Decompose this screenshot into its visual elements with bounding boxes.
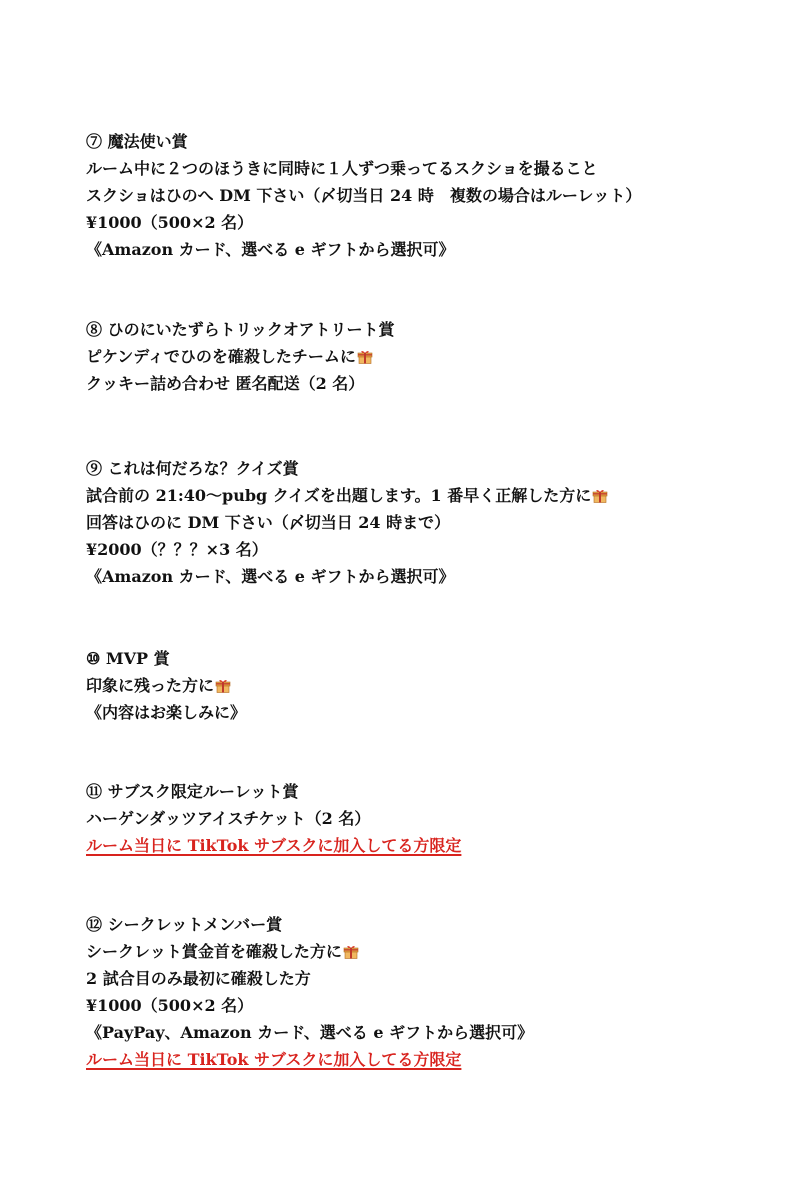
prize-title: ⑧ ひのにいたずらトリックオアトリート賞 bbox=[86, 320, 395, 339]
prize-detail: ハーゲンダッツアイスチケット（2 名） bbox=[86, 809, 371, 828]
prize-title: ⑩ MVP 賞 bbox=[86, 649, 170, 668]
prize-section-9 bbox=[86, 455, 786, 590]
prize-amount: ¥1000（500×2 名） bbox=[86, 213, 254, 232]
prize-title: ⑪ サブスク限定ルーレット賞 bbox=[86, 782, 299, 801]
prize-condition: 印象に残った方に bbox=[86, 676, 215, 695]
prize-amount: ¥1000（500×2 名） bbox=[86, 996, 254, 1015]
prize-title: ⑨ これは何だろな？クイズ賞 bbox=[86, 459, 299, 478]
prize-condition: ピケンディでひのを確殺したチームに bbox=[86, 347, 356, 366]
prize-condition: 試合前の 21:40〜pubg クイズを出題します。1 番早く正解した方に bbox=[86, 486, 592, 505]
prize-title: ⑫ シークレットメンバー賞 bbox=[86, 915, 283, 934]
prize-section-10 bbox=[86, 645, 786, 726]
prize-section-11 bbox=[86, 778, 786, 859]
prize-condition-detail: 2 試合目のみ最初に確殺した方 bbox=[86, 969, 311, 988]
prize-condition-row bbox=[86, 938, 786, 965]
prize-detail: 《内容はお楽しみに》 bbox=[86, 703, 247, 722]
subscriber-only-note: ルーム当日に TikTok サブスクに加入してる方限定 bbox=[86, 1050, 462, 1069]
gift-icon bbox=[343, 944, 359, 959]
subscriber-only-note: ルーム当日に TikTok サブスクに加入してる方限定 bbox=[86, 836, 462, 855]
prize-instructions: スクショはひのへ DM 下さい（〆切当日 24 時 複数の場合はルーレット） bbox=[86, 186, 642, 205]
gift-icon bbox=[592, 488, 608, 503]
prize-condition: シークレット賞金首を確殺した方に bbox=[86, 942, 342, 961]
prize-options: 《PayPay、Amazon カード、選べる e ギフトから選択可》 bbox=[86, 1023, 534, 1042]
prize-section-12 bbox=[86, 911, 786, 1073]
prize-title: ⑦ 魔法使い賞 bbox=[86, 132, 188, 151]
prize-amount: ¥2000（？？？×3 名） bbox=[86, 540, 268, 559]
prize-instructions: 回答はひのに DM 下さい（〆切当日 24 時まで） bbox=[86, 513, 451, 532]
gift-icon bbox=[357, 349, 373, 364]
prize-detail: クッキー詰め合わせ 匿名配送（2 名） bbox=[86, 374, 365, 393]
prize-section-7 bbox=[86, 128, 786, 263]
prize-options: 《Amazon カード、選べる e ギフトから選択可》 bbox=[86, 567, 455, 586]
gift-icon bbox=[215, 678, 231, 693]
prize-condition: ルーム中に２つのほうきに同時に１人ずつ乗ってるスクショを撮ること bbox=[86, 159, 598, 178]
prize-condition-row bbox=[86, 343, 786, 370]
prize-condition-row bbox=[86, 482, 786, 509]
prize-section-8 bbox=[86, 316, 786, 397]
prize-condition-row bbox=[86, 672, 786, 699]
prize-options: 《Amazon カード、選べる e ギフトから選択可》 bbox=[86, 240, 455, 259]
